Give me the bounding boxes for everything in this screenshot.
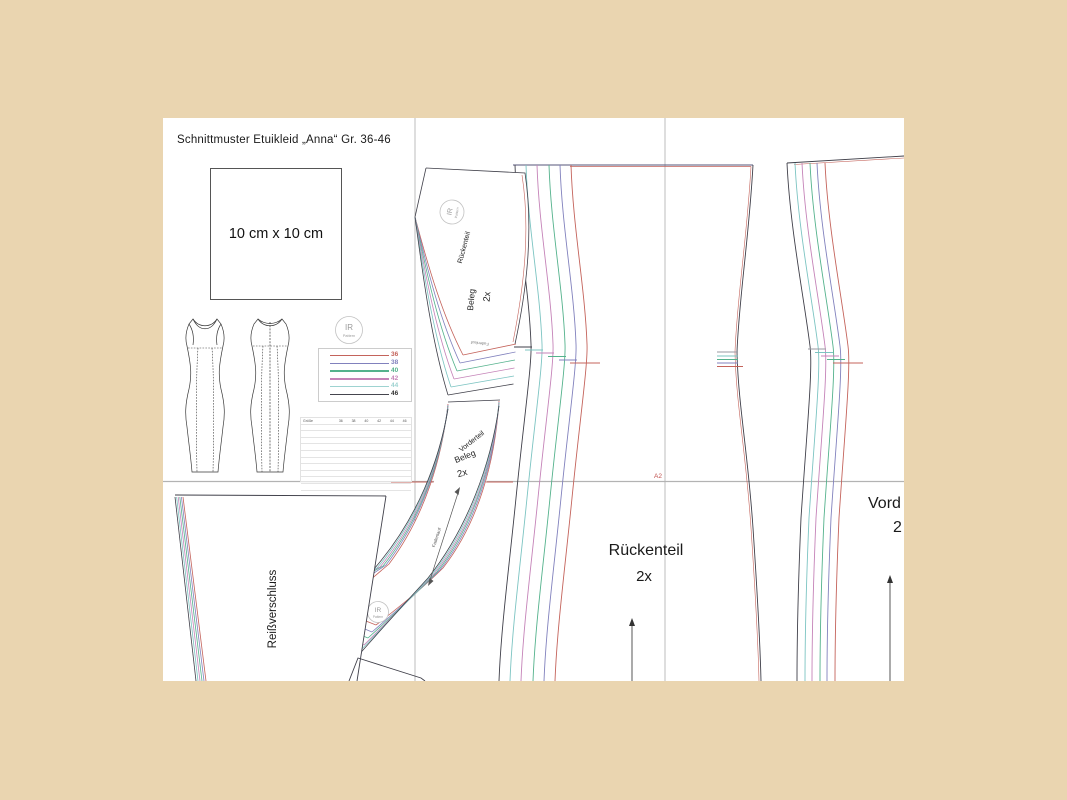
logo-pattern-text: Pattern	[342, 334, 356, 338]
legend-color-line-36	[330, 355, 389, 356]
piece-name-label: Vorderteil	[458, 429, 486, 454]
legend-color-line-42	[330, 378, 389, 379]
ir-pattern-logo	[336, 317, 363, 344]
table-header-cell: 36	[338, 418, 343, 423]
piece-name-label: Vord	[868, 495, 901, 512]
waist-notch-marks	[808, 349, 863, 363]
test-square	[210, 168, 342, 300]
hem-allowance-stack	[448, 344, 516, 395]
table-header-row	[301, 418, 411, 424]
table-body-row	[301, 463, 411, 470]
waist-notch-marks-center	[717, 352, 743, 367]
test-square-label: 10 cm x 10 cm	[228, 226, 324, 242]
dress-front-princess-seams	[196, 348, 213, 472]
grainline-label: Fadenlauf	[431, 527, 443, 548]
legend-color-line-44	[330, 386, 389, 387]
logo-ir-text: IR	[345, 323, 353, 332]
center-back-edge-36	[735, 167, 759, 682]
size-outline-38	[544, 165, 576, 681]
piece-quantity-label: 2x	[456, 466, 469, 481]
table-body-row	[301, 450, 411, 457]
grainline-arrowhead	[629, 618, 635, 626]
legend-row	[330, 352, 409, 359]
size-outline-44	[795, 163, 819, 681]
piece-rueckenteil-main	[499, 165, 761, 681]
pattern-sheet-page	[163, 118, 904, 681]
grainline-arrowhead	[887, 575, 893, 583]
piece-name-label: Rückenteil	[456, 230, 473, 265]
piece-rueckenteil-beleg	[415, 168, 529, 395]
size-outline-40	[533, 165, 565, 681]
legend-row	[330, 368, 409, 375]
piece-quantity-label: 2x	[636, 568, 652, 585]
table-body-row	[301, 476, 411, 483]
legend-row	[330, 383, 409, 390]
table-header-cell: 42	[377, 418, 382, 423]
piece-name-label: Rückenteil	[608, 542, 684, 559]
page-title: Schnittmuster Etuikleid „Anna“ Gr. 36-46	[177, 134, 391, 146]
piece-fill	[175, 495, 386, 681]
dress-back-illustration	[251, 319, 290, 472]
size-outline-38	[817, 163, 841, 681]
piece-vorderteil-main	[787, 156, 904, 681]
grainline-label: Fadenlauf	[470, 340, 489, 347]
legend-size-label: 44	[391, 382, 399, 390]
legend-color-line-40	[330, 370, 389, 371]
piece-quantity-label: 2	[893, 519, 902, 536]
table-body-row	[301, 490, 411, 497]
logo-ir-text: IR	[374, 607, 382, 614]
logo-pattern-text: Pattern	[454, 207, 460, 219]
legend-size-label: 46	[391, 390, 399, 398]
measurement-table	[300, 417, 412, 482]
table-body-row	[301, 457, 411, 464]
dress-front-illustration	[186, 319, 225, 472]
size-outline-46	[787, 163, 811, 681]
piece-quantity-label: 2x	[481, 291, 494, 303]
dress-front-armholes	[189, 324, 221, 345]
table-body-row	[301, 443, 411, 450]
dress-front-neckline	[193, 319, 217, 329]
legend-row	[330, 375, 409, 382]
piece-part-label: Beleg	[452, 447, 477, 465]
table-body-row	[301, 470, 411, 477]
size-outline-36	[825, 163, 849, 681]
sheet-marker-a2: A2	[654, 473, 662, 480]
legend-size-label: 42	[391, 374, 399, 382]
table-header-cell: 40	[364, 418, 369, 423]
dress-front-outline	[186, 319, 225, 472]
table-header-cell: 44	[389, 418, 394, 423]
table-body-row	[301, 430, 411, 437]
table-body-row	[301, 437, 411, 444]
table-header-cell: 46	[402, 418, 407, 423]
legend-color-line-38	[330, 363, 389, 364]
legend-size-label: 40	[391, 366, 399, 374]
table-body-row	[301, 483, 411, 490]
piece-name-label: Reißverschluss	[267, 569, 279, 649]
table-header-cell: 38	[351, 418, 356, 423]
ir-pattern-logo	[368, 602, 389, 623]
legend-row	[330, 360, 409, 367]
size-legend	[318, 348, 412, 402]
size-outline-40	[810, 163, 834, 681]
piece-top-edge	[787, 156, 904, 163]
logo-ir-text: IR	[446, 207, 455, 216]
size-outline-42	[802, 163, 826, 681]
size-outline-36	[555, 165, 587, 681]
legend-size-label: 38	[391, 358, 399, 366]
legend-color-line-46	[330, 394, 389, 395]
legend-size-label: 36	[391, 351, 399, 359]
table-body-row	[301, 424, 411, 431]
logo-pattern-text: Pattern	[372, 615, 384, 619]
table-header-cell: Größe	[303, 418, 313, 423]
piece-part-label: Beleg	[465, 288, 477, 312]
legend-row	[330, 391, 409, 398]
